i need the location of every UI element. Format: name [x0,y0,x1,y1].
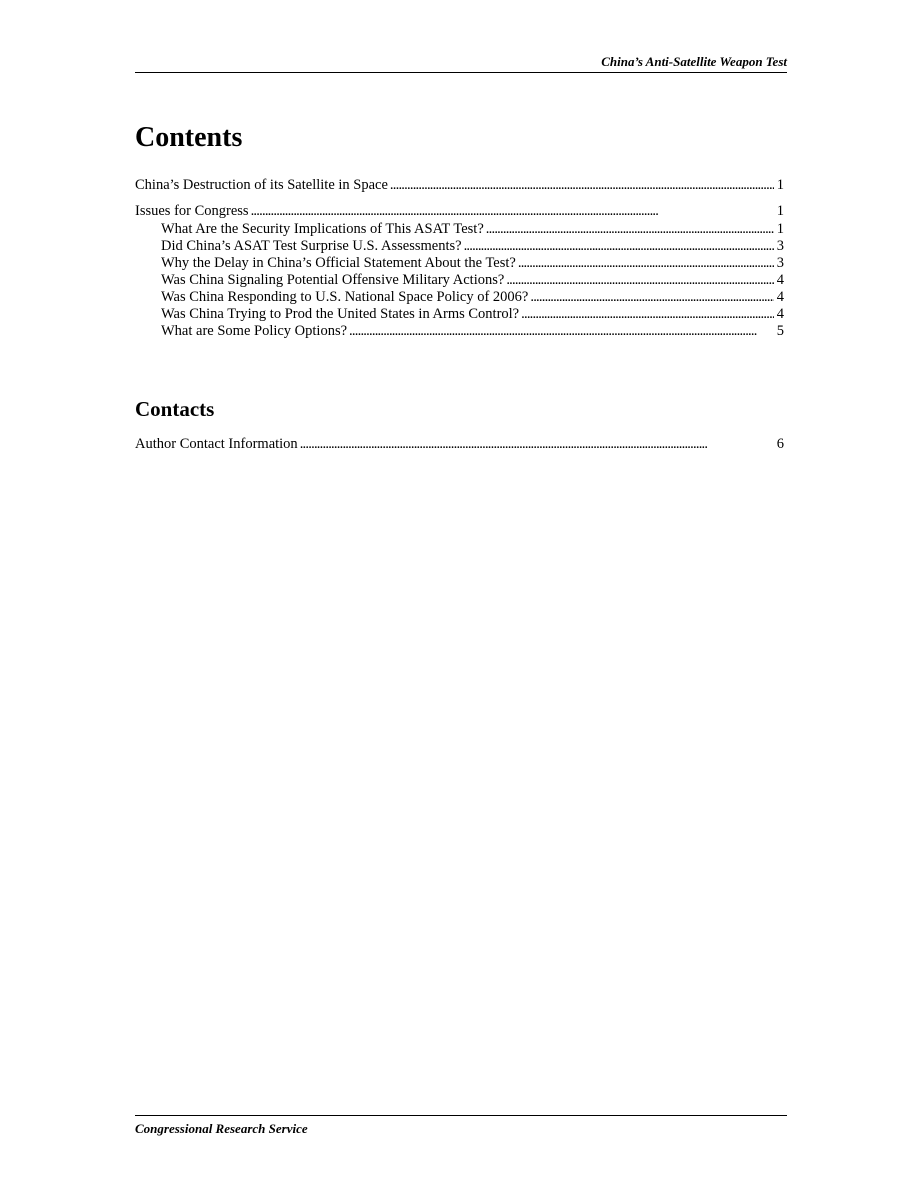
toc-dot-leader [390,177,774,194]
toc-subentry[interactable] [135,289,784,306]
toc-subentry[interactable] [135,272,784,289]
toc-page-number: 4 [776,272,784,288]
toc-entry-text: Author Contact Information [135,436,298,452]
contacts-list [135,436,784,462]
toc-page-number: 1 [776,203,784,219]
toc-page-number: 6 [776,436,784,452]
toc-dot-leader [300,436,774,453]
toc-dot-leader [530,289,773,306]
running-footer: Congressional Research Service [135,1115,787,1137]
toc-entry[interactable] [135,436,784,453]
toc-dot-leader [486,221,774,238]
toc-subentry[interactable] [135,306,784,323]
toc-entry-text: Was China Trying to Prod the United States in Arms Control? [161,306,520,322]
toc-page-number: 1 [776,177,784,193]
toc-subentry[interactable] [135,323,784,340]
toc-page-number: 4 [776,289,784,305]
toc-subentry[interactable] [135,255,784,272]
toc-subentry[interactable] [135,238,784,255]
toc-entry-text: Why the Delay in China’s Official Statement About the Test? [161,255,516,271]
toc-entry-text: Was China Responding to U.S. National Space Policy of 2006? [161,289,529,305]
toc-subentry[interactable] [135,221,784,238]
toc-dot-leader [506,272,773,289]
toc-dot-leader [349,323,774,340]
toc-entry[interactable] [135,203,784,220]
contacts-heading: Contacts [135,397,215,421]
toc-entry-text: China’s Destruction of its Satellite in Space [135,177,388,193]
toc-entry[interactable] [135,177,784,194]
contents-heading: Contents [135,122,243,153]
running-header: China’s Anti-Satellite Weapon Test [135,54,787,73]
toc-dot-leader [251,203,774,220]
toc-entry-text: What are Some Policy Options? [161,323,348,339]
toc-entry-text: Was China Signaling Potential Offensive Military Actions? [161,272,505,288]
contents-list [135,177,784,340]
toc-dot-leader [518,255,774,272]
toc-page-number: 3 [776,255,784,271]
toc-dot-leader [464,238,774,255]
toc-dot-leader [521,306,774,323]
toc-entry-text: Did China’s ASAT Test Surprise U.S. Assessments? [161,238,462,254]
toc-entry-text: Issues for Congress [135,203,249,219]
toc-entry-text: What Are the Security Implications of This ASAT Test? [161,221,484,237]
toc-page-number: 3 [776,238,784,254]
toc-page-number: 1 [776,221,784,237]
document-page [135,0,787,1191]
toc-page-number: 4 [776,306,784,322]
toc-page-number: 5 [776,323,784,339]
